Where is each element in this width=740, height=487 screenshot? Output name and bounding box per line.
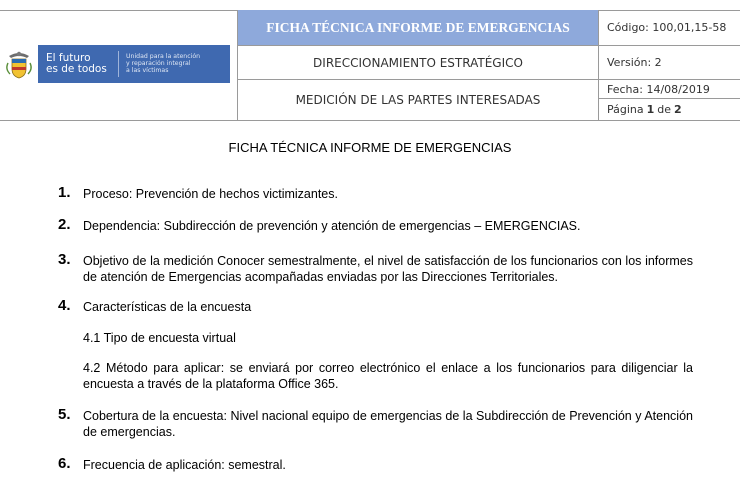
item-text-4: Características de la encuesta [83,300,252,314]
header-code: Código: 100,01,15-58 [607,21,727,34]
header-title: FICHA TÉCNICA INFORME DE EMERGENCIAS [238,10,598,45]
header-version: Versión: 2 [607,56,662,69]
document-title: FICHA TÉCNICA INFORME DE EMERGENCIAS [228,140,512,155]
item-number-1: 1. [58,184,71,201]
logo-slogan-line-1: El futuro [46,52,91,64]
item-number-3: 3. [58,251,71,268]
logo-cell [0,10,237,121]
logo-unit-line-3: a las víctimas [126,67,169,75]
header-section: DIRECCIONAMIENTO ESTRATÉGICO [313,55,523,70]
item-number-6: 6. [58,455,71,472]
item-text-1: Proceso: Prevención de hechos victimizantes. [83,187,338,201]
institution-logo [0,45,230,83]
logo-unit-name [126,53,200,75]
document-header [0,10,740,121]
subitem-4-2: 4.2 Método para aplicar: se enviará por correo electrónico el enlace a los funcionarios para diligenciar la encuesta a través de la plataforma Office 365. [83,361,693,391]
item-number-4: 4. [58,297,71,314]
header-subsection: MEDICIÓN DE LAS PARTES INTERESADAS [295,93,541,107]
logo-slogan-line-2: es de todos [46,63,107,75]
item-text-3: Objetivo de la medición Conocer semestralmente, el nivel de satisfacción de los funcionarios con los informes de atención de Emergencias acompañadas enviadas por las Direcciones Territoriales. [83,254,693,284]
header-page-number [599,99,740,120]
page-prefix: Página [607,103,644,116]
page-of: de [657,103,672,116]
item-number-2: 2. [58,216,71,233]
item-number-5: 5. [58,406,71,423]
page-current: 1 [646,103,655,116]
coat-of-arms-icon [0,45,38,83]
item-text-6: Frecuencia de aplicación: semestral. [83,458,286,472]
item-text-5: Cobertura de la encuesta: Nivel nacional equipo de emergencias de la Subdirección de Prevención y Atención de emergencias. [83,409,693,439]
header-date: Fecha: 14/08/2019 [607,82,710,96]
logo-unit-line-1: Unidad para la atención [126,53,201,60]
subitem-4-1: 4.1 Tipo de encuesta virtual [83,331,236,345]
item-text-2: Dependencia: Subdirección de prevención y atención de emergencias – EMERGENCIAS. [83,219,581,233]
page-total: 2 [674,103,682,116]
logo-unit-line-2: y reparación integral [126,60,191,68]
logo-divider [118,51,119,77]
logo-slogan [46,53,107,75]
